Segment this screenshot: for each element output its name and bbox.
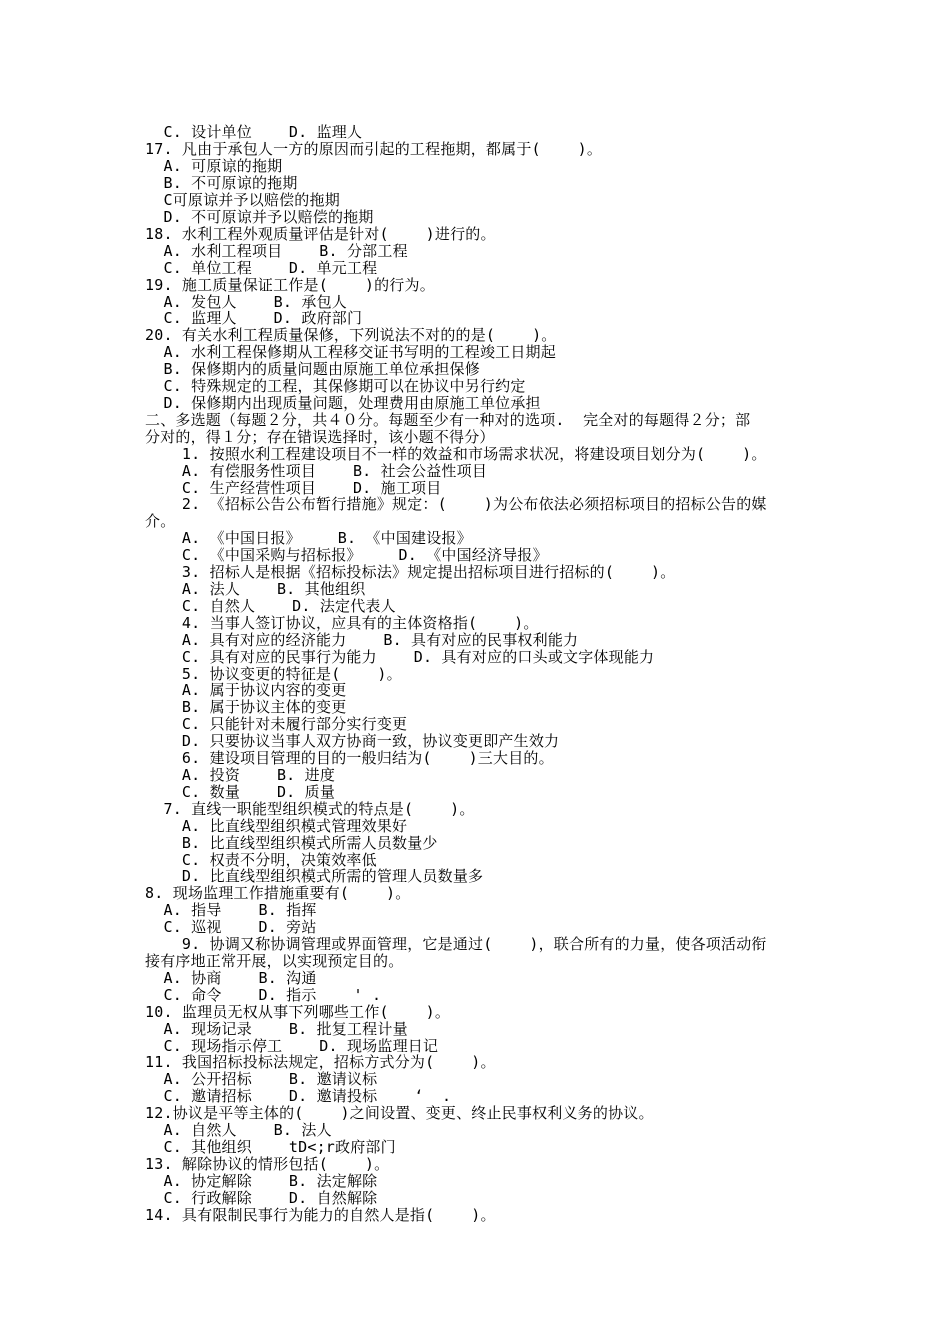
- text-line: 8. 现场监理工作措施重要有( )。: [145, 884, 411, 902]
- text-line: A. 属于协议内容的变更: [145, 681, 347, 699]
- text-line: 3. 招标人是根据《招标投标法》规定提出招标项目进行招标的( )。: [145, 563, 676, 581]
- text-line: A. 有偿服务性项目 B. 社会公益性项目: [145, 462, 488, 480]
- text-line: A. 《中国日报》 B. 《中国建设报》: [145, 529, 472, 547]
- text-line: C. 自然人 D. 法定代表人: [145, 597, 396, 615]
- text-line: 二、多选题（每题２分，共４０分。每题至少有一种对的选项. 完全对的每题得２分；部: [145, 411, 751, 429]
- text-line: C. 设计单位 D. 监理人: [145, 123, 363, 141]
- text-line: 20. 有关水利工程质量保修，下列说法不对的的是( )。: [145, 326, 557, 344]
- text-line: B. 比直线型组织模式所需人员数量少: [145, 834, 438, 852]
- text-line: A. 具有对应的经济能力 B. 具有对应的民事权利能力: [145, 631, 579, 649]
- text-line: C可原谅并予以赔偿的拖期: [145, 191, 340, 209]
- text-line: D. 比直线型组织模式所需的管理人员数量多: [145, 867, 484, 885]
- text-line: A. 协定解除 B. 法定解除: [145, 1172, 378, 1190]
- text-line: 6. 建设项目管理的目的一般归结为( )三大目的。: [145, 749, 554, 767]
- text-line: C. 生产经营性项目 D. 施工项目: [145, 479, 442, 497]
- text-line: A. 比直线型组织模式管理效果好: [145, 817, 408, 835]
- text-line: 接有序地正常开展，以实现预定目的。: [145, 952, 404, 970]
- text-line: C. 《中国采购与招标报》 D. 《中国经济导报》: [145, 546, 548, 564]
- text-line: C. 只能针对未履行部分实行变更: [145, 715, 408, 733]
- text-line: 18. 水利工程外观质量评估是针对( )进行的。: [145, 225, 496, 243]
- text-line: A. 法人 B. 其他组织: [145, 580, 366, 598]
- text-line: 分对的，得１分；存在错误选择时，该小题不得分）: [145, 428, 495, 446]
- text-line: A. 协商 B. 沟通: [145, 969, 317, 987]
- text-line: A. 投资 B. 进度: [145, 766, 336, 784]
- text-line: C. 单位工程 D. 单元工程: [145, 259, 378, 277]
- text-line: A. 水利工程保修期从工程移交证书写明的工程竣工日期起: [145, 343, 556, 361]
- text-line: C. 权责不分明，决策效率低: [145, 851, 377, 869]
- text-line: 介。: [145, 512, 176, 530]
- text-line: 5. 协议变更的特征是( )。: [145, 665, 402, 683]
- text-line: D. 不可原谅并予以赔偿的拖期: [145, 208, 374, 226]
- text-line: B. 属于协议主体的变更: [145, 698, 347, 716]
- text-line: C. 命令 D. 指示 ' .: [145, 986, 382, 1004]
- text-line: 11. 我国招标投标法规定，招标方式分为( )。: [145, 1053, 496, 1071]
- text-line: B. 保修期内的质量问题由原施工单位承担保修: [145, 360, 480, 378]
- text-line: C. 特殊规定的工程，其保修期可以在协议中另行约定: [145, 377, 526, 395]
- text-line: 10. 监理员无权从事下列哪些工作( )。: [145, 1003, 451, 1021]
- text-line: C. 具有对应的民事行为能力 D. 具有对应的口头或文字体现能力: [145, 648, 655, 666]
- text-line: C. 行政解除 D. 自然解除: [145, 1189, 378, 1207]
- text-line: D. 只要协议当事人双方协商一致，协议变更即产生效力: [145, 732, 560, 750]
- text-line: A. 水利工程项目 B. 分部工程: [145, 242, 408, 260]
- text-line: C. 其他组织 tD<;r政府部门: [145, 1138, 396, 1156]
- text-line: C. 监理人 D. 政府部门: [145, 309, 363, 327]
- text-line: A. 指导 B. 指挥: [145, 901, 317, 919]
- text-line: 9. 协调又称协调管理或界面管理，它是通过( )，联合所有的力量，使各项活动衔: [145, 935, 767, 953]
- text-line: 14. 具有限制民事行为能力的自然人是指( )。: [145, 1206, 496, 1224]
- text-line: 17. 凡由于承包人一方的原因而引起的工程拖期，都属于( )。: [145, 140, 603, 158]
- text-line: D. 保修期内出现质量问题，处理费用由原施工单位承担: [145, 394, 541, 412]
- text-line: A. 自然人 B. 法人: [145, 1121, 332, 1139]
- text-line: B. 不可原谅的拖期: [145, 174, 298, 192]
- text-line: C. 数量 D. 质量: [145, 783, 336, 801]
- text-line: A. 公开招标 B. 邀请议标: [145, 1070, 378, 1088]
- text-line: 19. 施工质量保证工作是( )的行为。: [145, 276, 435, 294]
- text-line: 7. 直线一职能型组织模式的特点是( )。: [145, 800, 475, 818]
- text-line: A. 发包人 B. 承包人: [145, 293, 347, 311]
- text-line: 12.协议是平等主体的( )之间设置、变更、终止民事权利义务的协议。: [145, 1104, 654, 1122]
- text-line: 1. 按照水利工程建设项目不一样的效益和市场需求状况，将建设项目划分为( )。: [145, 445, 767, 463]
- text-line: A. 现场记录 B. 批复工程计量: [145, 1020, 408, 1038]
- text-line: C. 现场指示停工 D. 现场监理日记: [145, 1037, 439, 1055]
- text-line: C. 巡视 D. 旁站: [145, 918, 317, 936]
- text-line: C. 邀请招标 D. 邀请投标 ‘ .: [145, 1087, 452, 1105]
- text-line: 13. 解除协议的情形包括( )。: [145, 1155, 390, 1173]
- text-line: A. 可原谅的拖期: [145, 157, 283, 175]
- text-line: 4. 当事人签订协议，应具有的主体资格指( )。: [145, 614, 539, 632]
- text-line: 2. 《招标公告公布暂行措施》规定：( )为公布依法必须招标项目的招标公告的媒: [145, 495, 767, 513]
